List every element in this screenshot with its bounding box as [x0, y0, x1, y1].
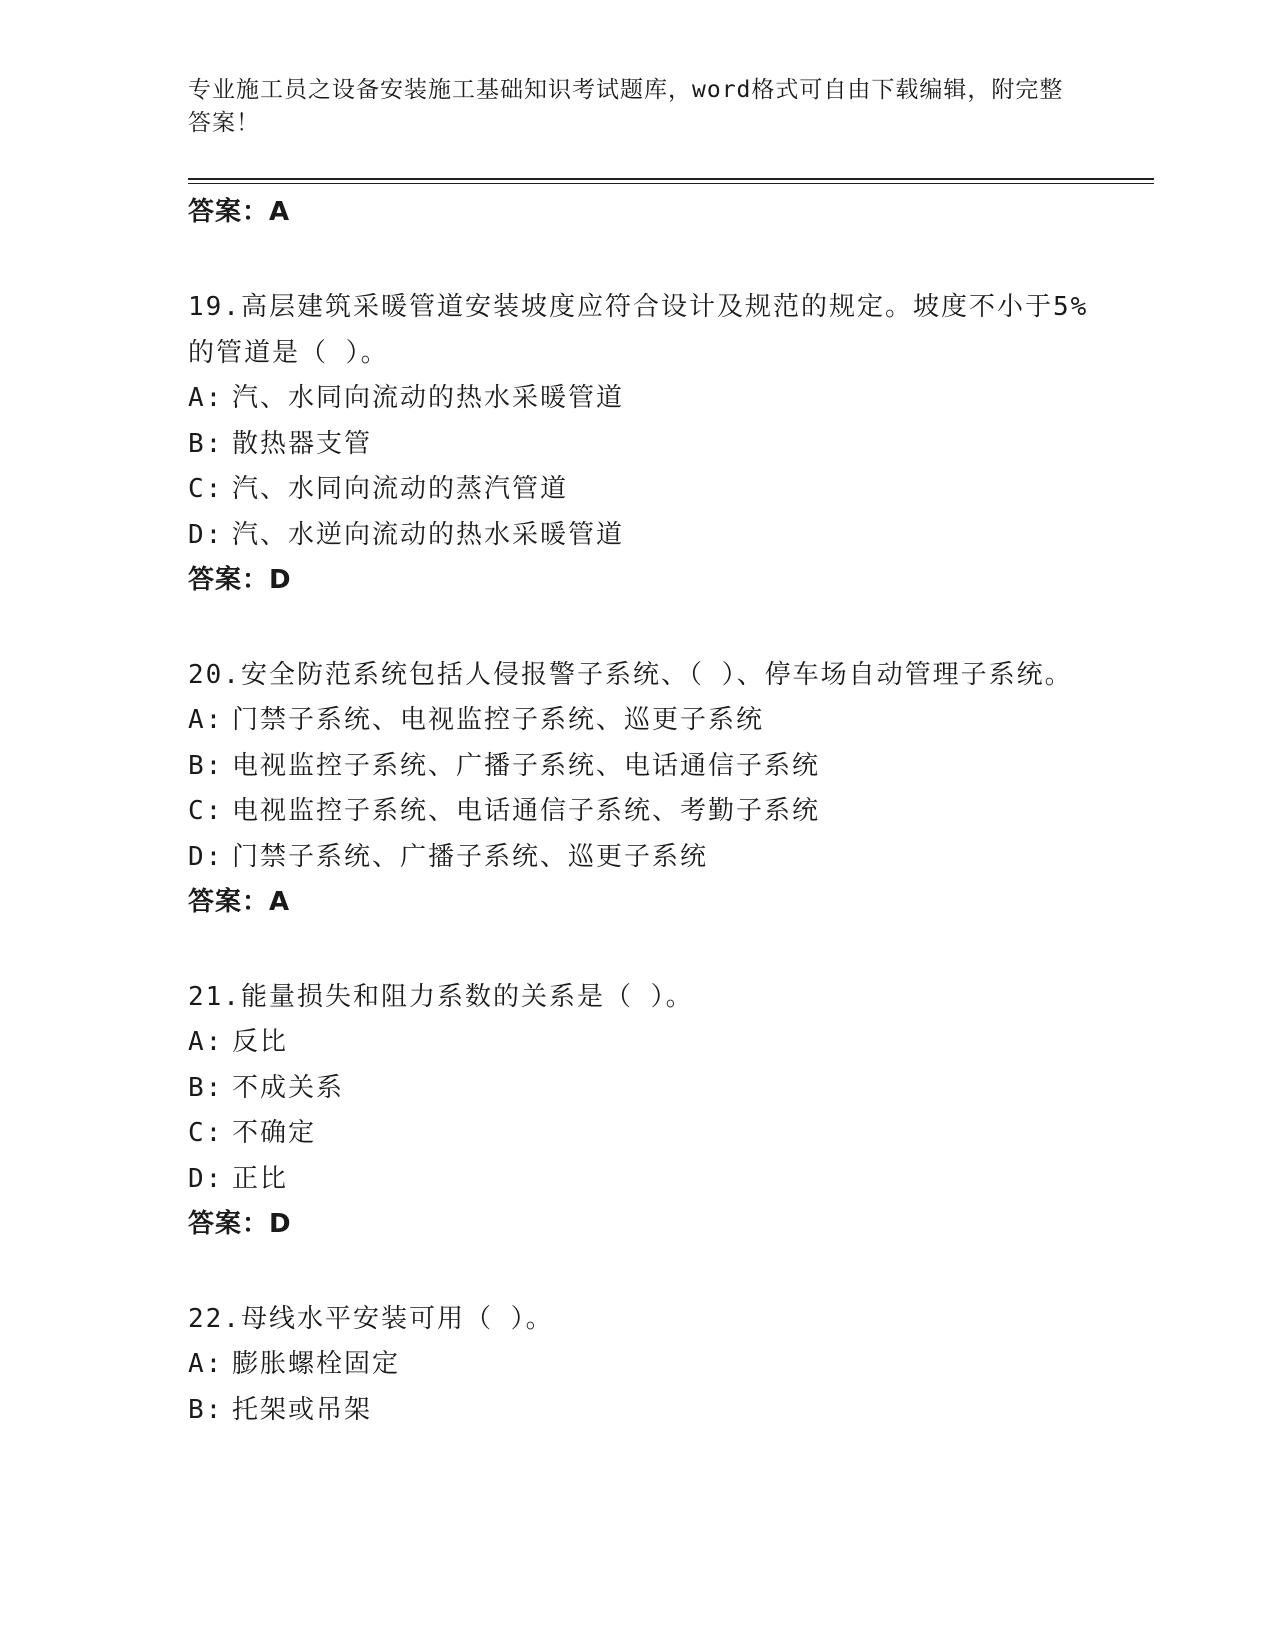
answer-label: 答案：A	[188, 887, 291, 917]
option-d	[188, 1157, 1108, 1203]
answer-label: 答案：D	[188, 565, 292, 595]
page-content	[188, 190, 1108, 1433]
question-text: 22.母线水平安装可用（ ）。	[188, 1304, 554, 1334]
option-text: 不确定	[232, 1118, 317, 1148]
option-c	[188, 1111, 1108, 1157]
option-text: 汽、水同向流动的蒸汽管道	[232, 474, 569, 504]
question-text: 19.高层建筑采暖管道安装坡度应符合设计及规范的规定。坡度不小于5%的管道是（ ）。	[188, 292, 1089, 368]
question-20	[188, 652, 1108, 924]
option-letter: A:	[188, 705, 224, 735]
option-text: 托架或吊架	[232, 1394, 373, 1425]
option-d	[188, 513, 1108, 559]
option-letter: D:	[188, 1163, 224, 1194]
option-letter: D:	[188, 841, 224, 872]
question-22	[188, 1296, 1108, 1433]
option-c	[188, 789, 1108, 835]
option-text: 汽、水同向流动的热水采暖管道	[232, 383, 625, 413]
header-rule-thin	[188, 183, 1154, 184]
option-letter: B:	[188, 750, 224, 781]
option-letter: C:	[188, 796, 224, 826]
option-a	[188, 698, 1108, 744]
option-a	[188, 1342, 1108, 1388]
option-text: 电视监控子系统、广播子系统、电话通信子系统	[232, 750, 821, 781]
answer-label: 答案：A	[188, 197, 291, 227]
option-a	[188, 376, 1108, 422]
option-b	[188, 744, 1108, 790]
option-letter: B:	[188, 1072, 224, 1103]
option-letter: D:	[188, 519, 224, 550]
option-text: 膨胀螺栓固定	[232, 1349, 401, 1379]
option-d	[188, 835, 1108, 881]
question-21	[188, 974, 1108, 1246]
question-19	[188, 284, 1108, 602]
option-letter: B:	[188, 1394, 224, 1425]
option-text: 不成关系	[232, 1072, 345, 1103]
option-text: 正比	[232, 1163, 289, 1194]
option-text: 散热器支管	[232, 428, 373, 459]
question-text: 21.能量损失和阻力系数的关系是（ ）。	[188, 982, 694, 1012]
option-letter: A:	[188, 1349, 224, 1379]
answer-label: 答案：D	[188, 1209, 292, 1239]
option-b	[188, 422, 1108, 468]
option-letter: A:	[188, 1027, 224, 1057]
option-letter: B:	[188, 428, 224, 459]
option-a	[188, 1020, 1108, 1066]
option-letter: C:	[188, 474, 224, 504]
option-text: 电视监控子系统、电话通信子系统、考勤子系统	[232, 796, 821, 826]
option-text: 反比	[232, 1027, 289, 1057]
option-text: 门禁子系统、电视监控子系统、巡更子系统	[232, 705, 765, 735]
page-header: 专业施工员之设备安装施工基础知识考试题库，word格式可自由下载编辑，附完整答案！	[188, 77, 1064, 136]
header-rule-thick	[188, 178, 1154, 180]
option-letter: A:	[188, 383, 224, 413]
option-c	[188, 467, 1108, 513]
option-letter: C:	[188, 1118, 224, 1148]
option-text: 门禁子系统、广播子系统、巡更子系统	[232, 841, 709, 872]
option-text: 汽、水逆向流动的热水采暖管道	[232, 519, 625, 550]
option-b	[188, 1066, 1108, 1112]
question-text: 20.安全防范系统包括人侵报警子系统、（ ）、停车场自动管理子系统。	[188, 660, 1073, 690]
option-b	[188, 1388, 1108, 1434]
